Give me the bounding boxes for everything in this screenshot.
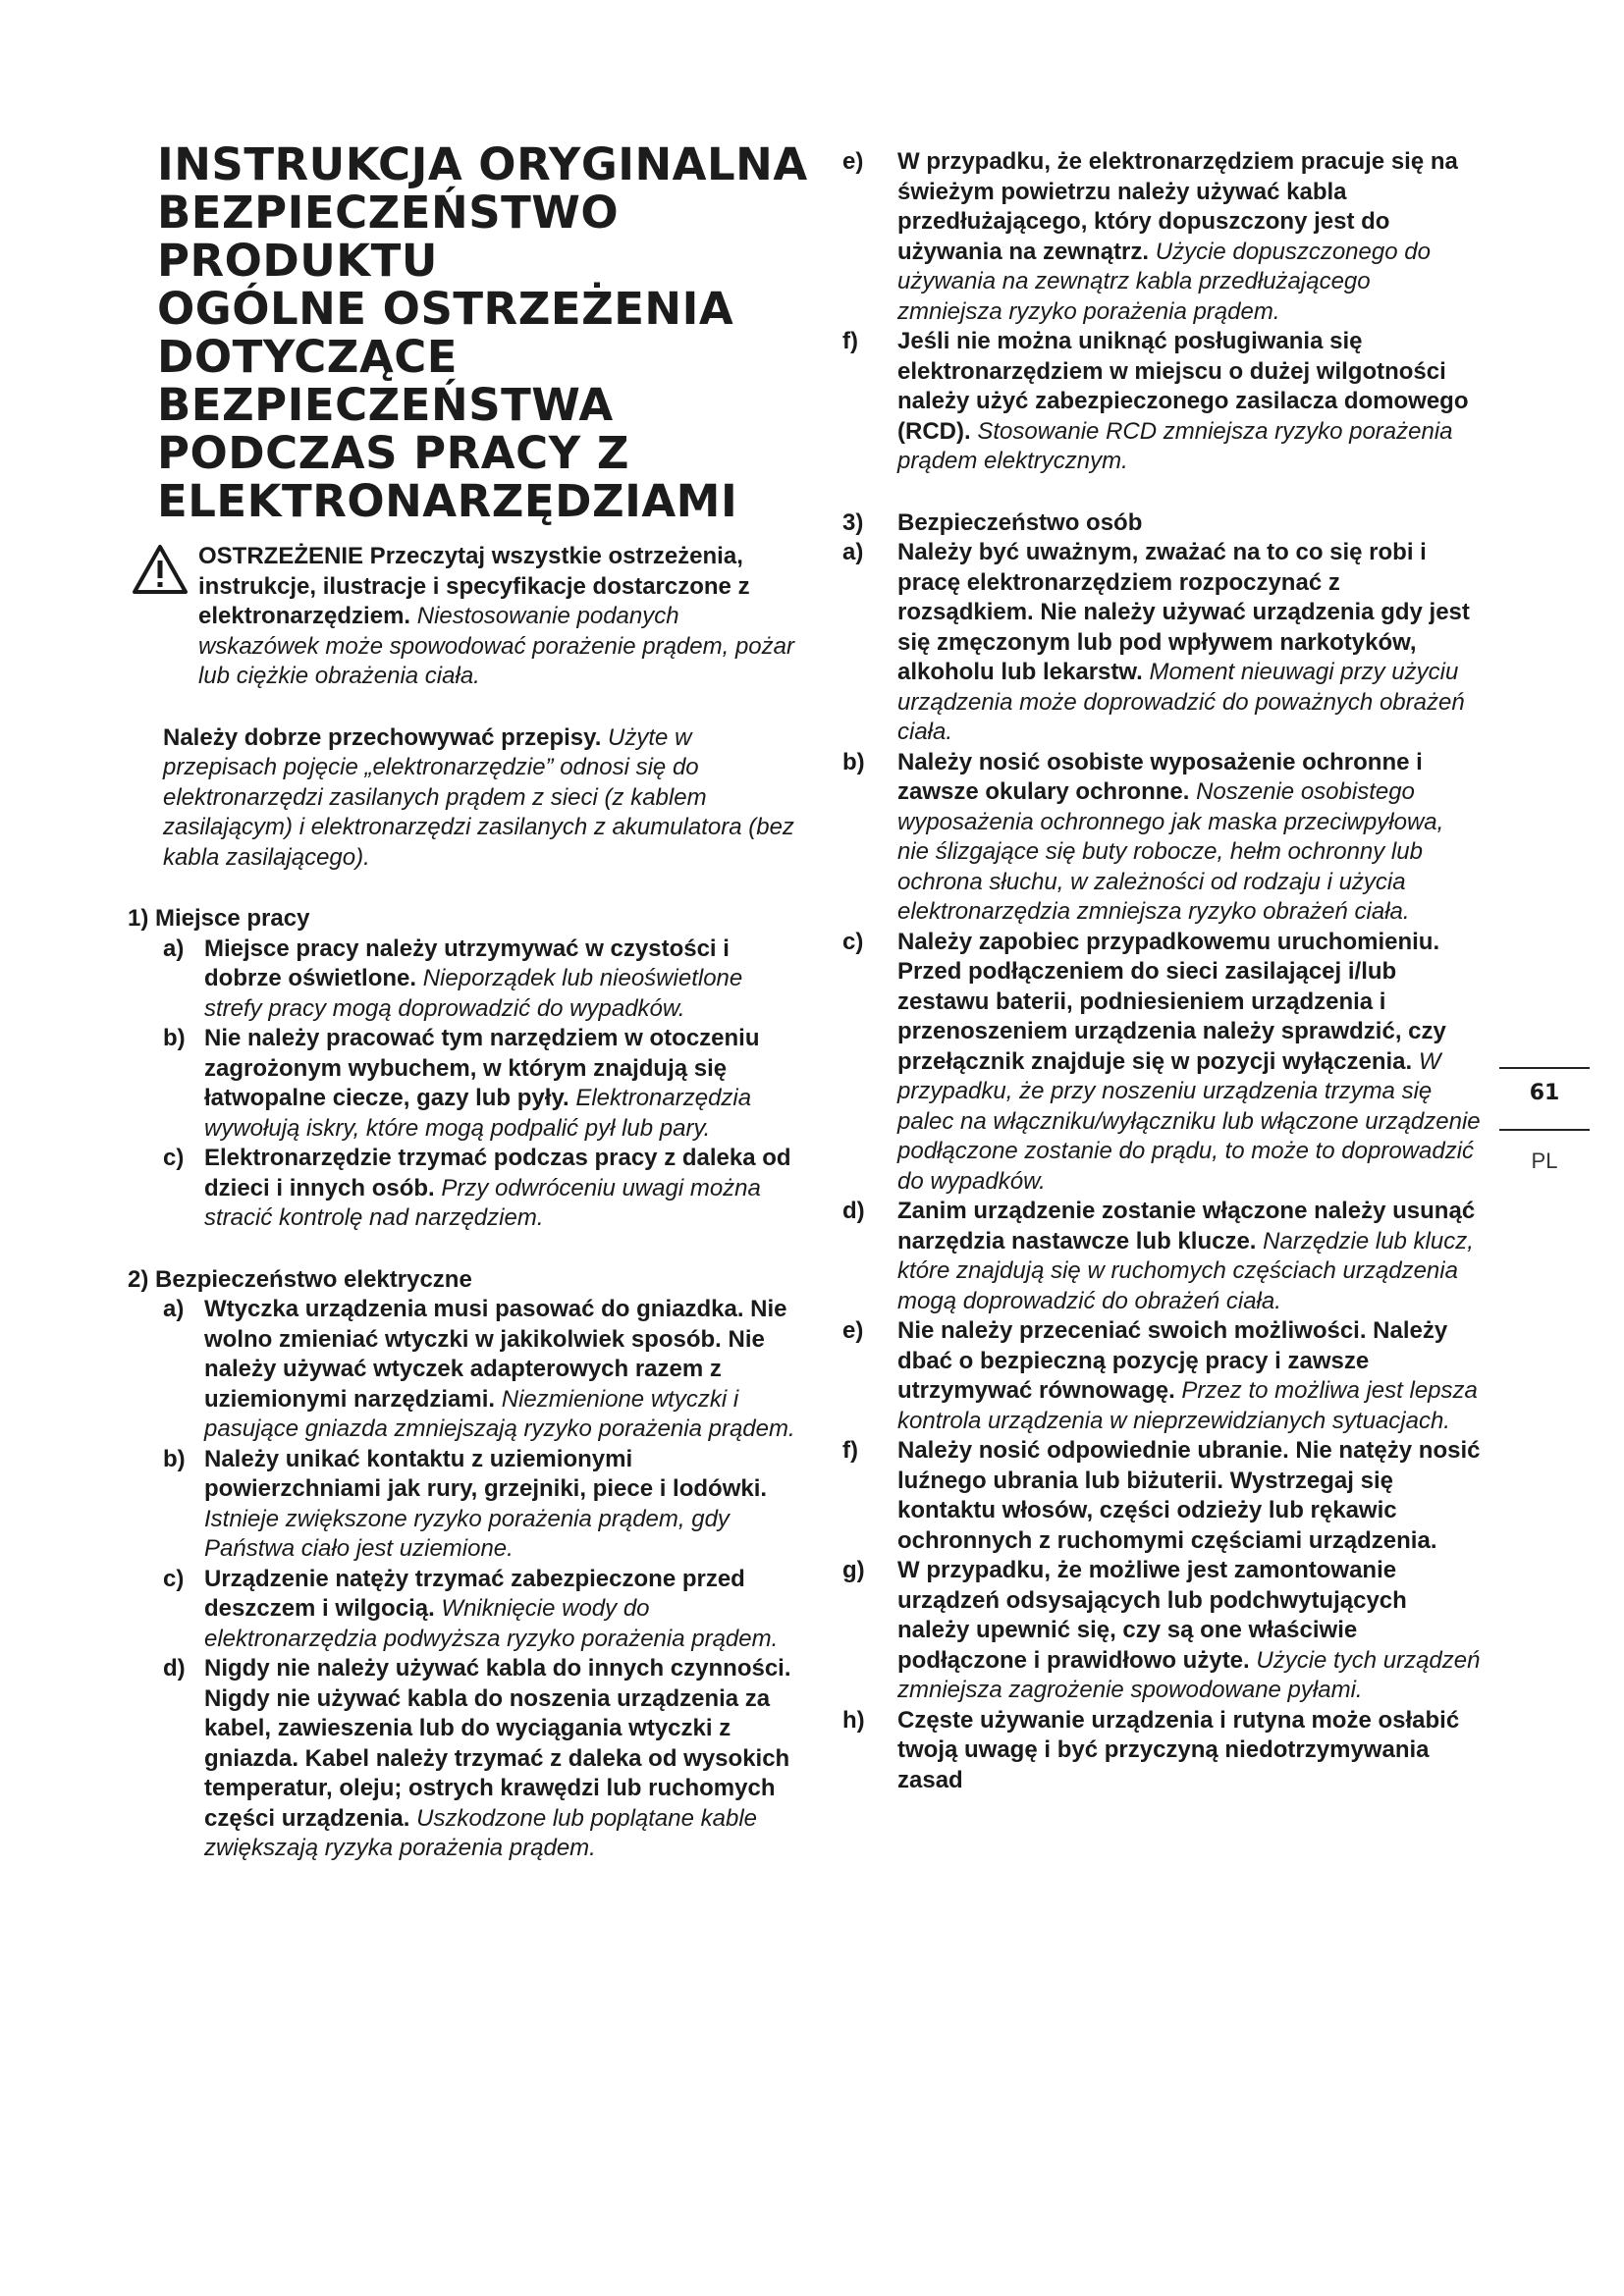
list-item: b) Należy nosić osobiste wyposażenie ochronne i zawsze okulary ochronne. Noszenie osobistego wyposażenia ochronnego jak maska przeciwpyłowa, nie ślizgające się buty robocze, hełm ochronny lub ochrona słuchu, w zależności od rodzaju i użycia elektronarzędzia zmniejsza ryzyko obrażeń ciała. <box>842 748 1444 925</box>
title-line: INSTRUKCJA ORYGINALNA <box>157 138 808 190</box>
page-tab-rule-top <box>1499 1067 1590 1069</box>
warning-triangle-icon <box>132 544 189 595</box>
warning-block <box>128 542 800 692</box>
warning-text: OSTRZEŻENIE Przeczytaj wszystkie ostrzeżenia, instrukcje, ilustracje i specyfikacje dostarczone z elektronarzędziem. <box>198 543 750 629</box>
title-line: BEZPIECZEŃSTWA <box>157 379 614 431</box>
list-item: c) Urządzenie natęży trzymać zabezpieczone przed deszczem i wilgocią. Wniknięcie wody do elektronarzędzia podwyższa ryzyko porażenia prądem. <box>163 1565 779 1652</box>
list-item: e) W przypadku, że elektronarzędziem pracuje się na świeżym powietrzu należy używać kabla przedłużającego, który dopuszczony jest do używania na zewnątrz. Użycie dopuszczonego do używania na zewnątrz kabla przedłużającego zmniejsza ryzyko porażenia prądem. <box>842 148 1458 325</box>
list-item: d) Zanim urządzenie zostanie włączone należy usunąć narzędzia nastawcze lub klucze. Narzędzie lub klucz, które znajdują się w ruchomych częściach urządzenia mogą doprowadzić do obrażeń ciała. <box>842 1198 1476 1314</box>
title-line: BEZPIECZEŃSTWO <box>157 187 620 239</box>
page-tab-rule-bottom <box>1499 1129 1590 1131</box>
list-item: d) Nigdy nie należy używać kabla do innych czynności. Nigdy nie używać kabla do noszenia urządzenia za kabel, zawieszenia lub do wyciągania wtyczki z gniazda. Kabel należy trzymać z daleka od wysokich temperatur, oleju; ostrych krawędzi lub ruchomych części urządzenia. Uszkodzone lub poplątane kable zwiększają ryzyka porażenia prądem. <box>163 1655 791 1861</box>
section-heading: 2) Bezpieczeństwo elektryczne <box>128 1265 472 1293</box>
title-line: DOTYCZĄCE <box>157 331 459 383</box>
warning-note: Niestosowanie podanych wskazówek może spowodować porażenie prądem, pożar lub ciężkie obrażenia ciała. <box>198 603 794 689</box>
title-line: ELEKTRONARZĘDZIAMI <box>157 475 738 527</box>
language-tag: PL <box>1531 1148 1558 1173</box>
list-item: c) Należy zapobiec przypadkowemu uruchomieniu. Przed podłączeniem do sieci zasilającej i/lub zestawu baterii, podniesieniem urządzenia i przenoszeniem urządzenia należy sprawdzić, czy przełącznik znajduje się w pozycji wyłączenia. W przypadku, że przy noszeniu urządzenia trzyma się palec na włączniku/wyłączniku lub włączone urządzenie podłączone zostanie do prądu, to może to doprowadzić do wypadków. <box>842 928 1481 1195</box>
list-item: h) Częste używanie urządzenia i rutyna może osłabić twoją uwagę i być przyczyną niedotrzymywania zasad <box>842 1706 1460 1793</box>
left-column <box>128 542 800 1864</box>
page-title <box>157 140 835 525</box>
list-item: a) Należy być uważnym, zważać na to co się robi i pracę elektronarzędziem rozpoczynać z rozsądkiem. Nie należy używać urządzenia gdy jest się zmęczonym lub pod wpływem narkotyków, alkoholu lub lekarstw. Moment nieuwagi przy użyciu urządzenia może doprowadzić do poważnych obrażeń ciała. <box>842 539 1470 745</box>
list-item: b) Nie należy pracować tym narzędziem w otoczeniu zagrożonym wybuchem, w którym znajdują się łatwopalne ciecze, gazy lub pyły. Elektronarzędzia wywołują iskry, które mogą podpalić pył lub pary. <box>163 1025 760 1142</box>
list-item: b) Należy unikać kontaktu z uziemionymi powierzchniami jak rury, grzejniki, piece i lodówki. Istnieje zwiększone ryzyko porażenia prądem, gdy Państwa ciało jest uziemione. <box>163 1445 768 1562</box>
list-item: a) Wtyczka urządzenia musi pasować do gniazdka. Nie wolno zmieniać wtyczki w jakikolwiek sposób. Nie należy używać wtyczek adapterowych razem z uziemionymi narzędziami. Niezmienione wtyczki i pasujące gniazda zmniejszają ryzyko porażenia prądem. <box>163 1296 795 1442</box>
page-number: 61 <box>1529 1081 1560 1105</box>
list-item: f) Jeśli nie można uniknąć posługiwania się elektronarzędziem w miejscu o dużej wilgotności należy użyć zabezpieczonego zasilacza domowego (RCD). Stosowanie RCD zmniejsza ryzyko porażenia prądem elektrycznym. <box>842 328 1469 474</box>
section-heading: 1) Miejsce pracy <box>128 905 310 932</box>
title-line: OGÓLNE OSTRZEŻENIA <box>157 283 734 335</box>
list-item: c) Elektronarzędzie trzymać podczas pracy z daleka od dzieci i innych osób. Przy odwróceniu uwagi można stracić kontrolę nad narzędziem. <box>163 1145 791 1231</box>
title-line: PODCZAS PRACY Z <box>157 427 630 479</box>
list-item: g) W przypadku, że możliwe jest zamontowanie urządzeń odsysających lub podchwytujących należy upewnić się, czy są one właściwie podłączone i prawidłowo użyte. Użycie tych urządzeń zmniejsza zagrożenie spowodowane pyłami. <box>842 1557 1481 1703</box>
section-heading: 3) Bezpieczeństwo osób <box>842 508 1143 536</box>
list-item: a) Miejsce pracy należy utrzymywać w czystości i dobrze oświetlone. Nieporządek lub nieoświetlone strefy pracy mogą doprowadzić do wypadków. <box>163 934 743 1022</box>
list-item: e) Nie należy przeceniać swoich możliwości. Należy dbać o bezpieczną pozycję pracy i zawsze utrzymywać równowagę. Przez to możliwa jest lepsza kontrola urządzenia w nieprzewidzianych sytuacjach. <box>842 1317 1478 1434</box>
list-item: f) Należy nosić odpowiednie ubranie. Nie natęży nosić luźnego ubrania lub biżuterii. Wystrzegaj się kontaktu włosów, części odzieży lub rękawic ochronnych z ruchomymi częściami urządzenia. <box>842 1437 1481 1554</box>
keep-instructions: Należy dobrze przechowywać przepisy. Użyte w przepisach pojęcie „elektronarzędzie” odnosi się do elektronarzędzi zasilanych prądem z sieci (z kablem zasilającym) i elektronarzędzi zasilanych z akumulatora (bez kabla zasilającego). <box>163 723 794 871</box>
title-line: PRODUKTU <box>157 235 438 287</box>
right-column <box>842 147 1481 1795</box>
